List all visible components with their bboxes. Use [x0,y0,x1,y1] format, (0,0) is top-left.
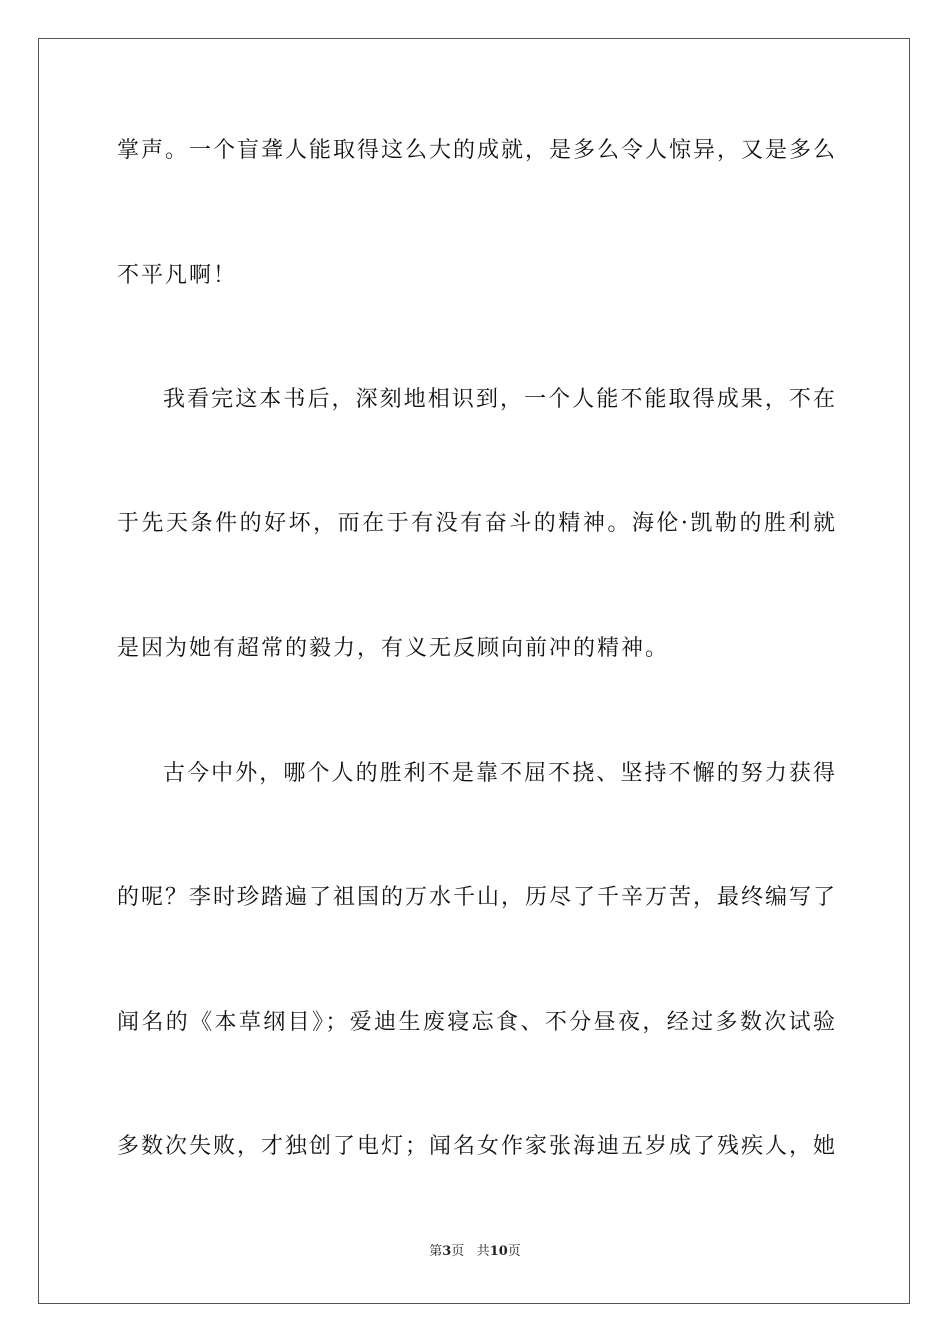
body-line-6: 古今中外，哪个人的胜利不是靠不屈不挠、坚持不懈的努力获得 [163,761,837,786]
total-pages: 10 [489,1244,508,1259]
total-suffix: 页 [507,1244,521,1259]
page-prefix: 第 [429,1244,443,1259]
total-prefix: 共 [476,1244,490,1259]
page-footer [0,1243,950,1261]
body-line-1: 掌声。一个盲聋人能取得这么大的成就，是多么令人惊异，又是多么 [117,138,838,163]
body-line-3: 我看完这本书后，深刻地相识到，一个人能不能取得成果，不在 [163,387,837,412]
page-suffix: 页 [451,1244,465,1259]
body-line-7: 的呢？李时珍踏遍了祖国的万水千山，历尽了千辛万苦，最终编写了 [117,885,838,910]
page-number: 3 [442,1244,452,1259]
body-line-5: 是因为她有超常的毅力，有义无反顾向前冲的精神。 [117,636,670,661]
page-border [38,38,910,1304]
body-line-2: 不平凡啊！ [117,263,238,288]
body-line-8: 闻名的《本草纲目》；爱迪生废寝忘食、不分昼夜，经过多数次试验 [117,1010,837,1035]
body-line-4: 于先天条件的好坏，而在于有没有奋斗的精神。海伦·凯勒的胜利就 [117,511,837,536]
body-line-9: 多数次失败，才独创了电灯；闻名女作家张海迪五岁成了残疾人，她 [117,1134,838,1159]
